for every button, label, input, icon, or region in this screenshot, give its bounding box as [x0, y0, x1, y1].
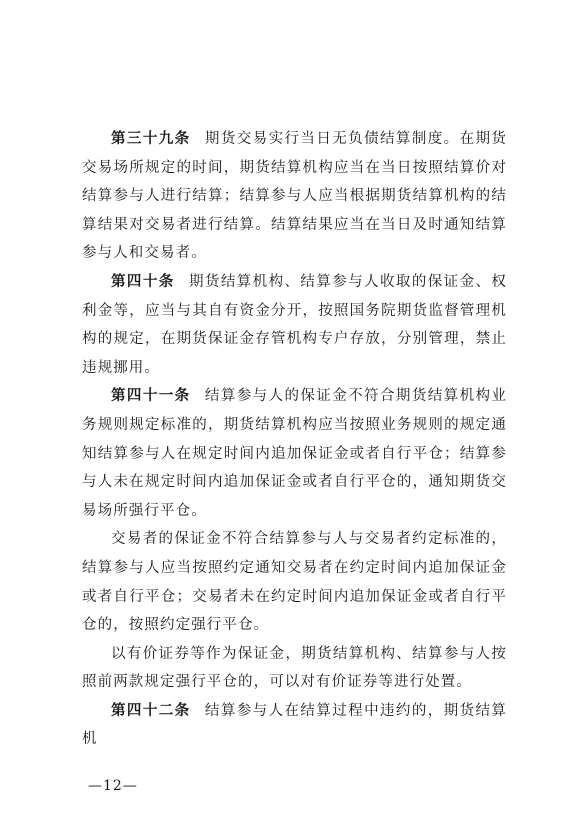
- page-number: —12—: [88, 778, 138, 794]
- document-body: [82, 125, 507, 754]
- paragraph-article-40: [82, 268, 507, 382]
- article-heading: 第四十一条: [111, 388, 191, 405]
- paragraph-text: 期货交易实行当日无负债结算制度。在期货交易场所规定的时间，期货结算机构应当在当日按照结算价对结算参与人进行结算；结算参与人应当根据期货结算机构的结算结果对交易者进行结算。结算结果应当在当日及时通知结算参与人和交易者。: [82, 131, 508, 262]
- article-heading: 第四十条: [111, 273, 175, 290]
- paragraph-text: 结算参与人在结算过程中违约的，期货结算机: [82, 702, 508, 748]
- article-heading: 第三十九条: [111, 131, 191, 147]
- paragraph-text: 交易者的保证金不符合结算参与人与交易者约定标准的，结算参与人应当按照约定通知交易者在约定时间内追加保证金或者自行平仓；交易者未在约定时间内追加保证金或者自行平仓的，按照约定强行平仓。: [82, 531, 507, 634]
- paragraph-41-clause-3: [82, 640, 507, 697]
- paragraph-text: 期货结算机构、结算参与人收取的保证金、权利金等，应当与其自有资金分开，按照国务院期货监督管理机构的规定，在期货保证金存管机构专户存放，分别管理，禁止违规挪用。: [82, 273, 507, 376]
- paragraph-article-41: [82, 382, 507, 525]
- paragraph-text: 结算参与人的保证金不符合期货结算机构业务规则规定标准的，期货结算机构应当按照业务规则的规定通知结算参与人在规定时间内追加保证金或者自行平仓；结算参与人未在规定时间内追加保证金或者自行平仓的，通知期货交易场所强行平仓。: [82, 388, 508, 519]
- article-heading: 第四十二条: [111, 702, 191, 719]
- paragraph-41-clause-2: [82, 525, 507, 639]
- paragraph-article-39: [82, 125, 507, 268]
- paragraph-text: 以有价证券等作为保证金，期货结算机构、结算参与人按照前两款规定强行平仓的，可以对有价证券等进行处置。: [82, 645, 507, 691]
- paragraph-article-42: [82, 697, 507, 754]
